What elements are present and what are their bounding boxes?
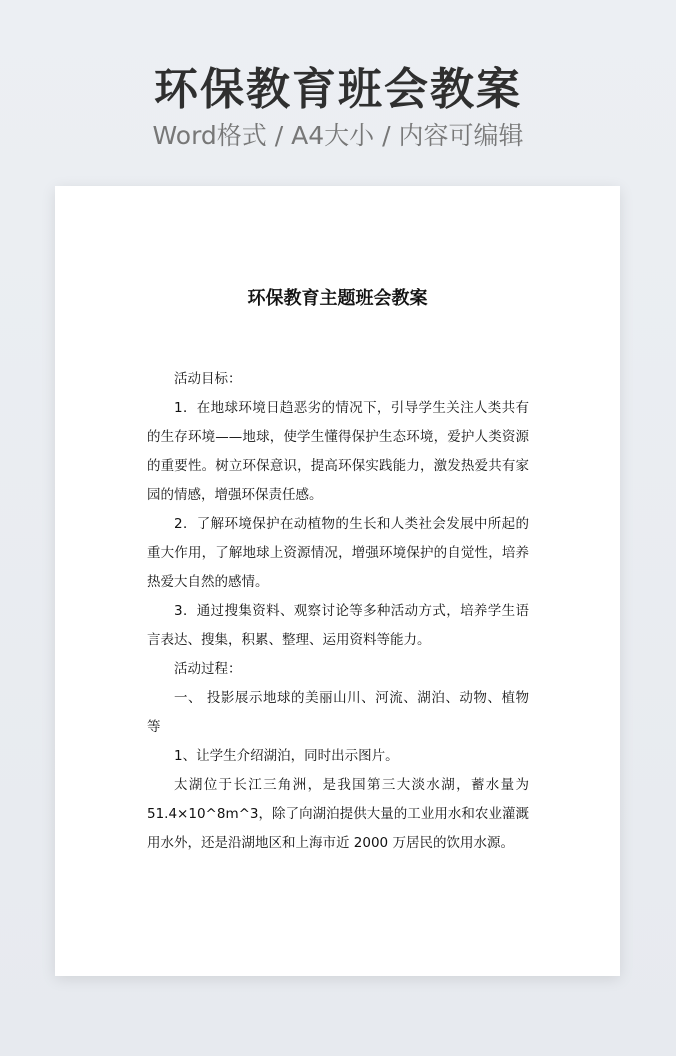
paragraph-lake-intro: 1、让学生介绍湖泊，同时出示图片。 [174, 748, 399, 764]
paragraph-taihu: 太湖位于长江三角洲，是我国第三大淡水湖，蓄水量为51.4×10^8m^3，除了向湖泊提供大量的工业用水和农业灌溉用水外，还是沿湖地区和上海市近 2000 万居民的饮用水源。 [147, 777, 529, 851]
paragraph-goal-2: 2．了解环境保护在动植物的生长和人类社会发展中所起的重大作用，了解地球上资源情况，增强环境保护的自觉性，培养热爱大自然的感情。 [147, 516, 529, 590]
document-page [55, 186, 620, 976]
paragraph-goal-1: 1．在地球环境日趋恶劣的情况下，引导学生关注人类共有的生存环境——地球，使学生懂得保护生态环境，爱护人类资源的重要性。树立环保意识，提高环保实践能力，激发热爱共有家园的情感，增强环保责任感。 [147, 400, 529, 503]
paragraph-process-step-1: 一、 投影展示地球的美丽山川、河流、湖泊、动物、植物等 [147, 690, 529, 735]
document-body [147, 365, 529, 858]
document-title: 环保教育主题班会教案 [247, 288, 428, 309]
paragraph-goal-3: 3．通过搜集资料、观察讨论等多种活动方式，培养学生语言表达、搜集，积累、整理、运用资料等能力。 [147, 603, 529, 648]
banner-subtitle: Word格式 / A4大小 / 内容可编辑 [152, 121, 524, 150]
paragraph-process-heading: 活动过程： [174, 661, 242, 677]
banner-title: 环保教育班会教案 [154, 64, 522, 115]
paragraph-goals-heading: 活动目标： [174, 371, 242, 387]
